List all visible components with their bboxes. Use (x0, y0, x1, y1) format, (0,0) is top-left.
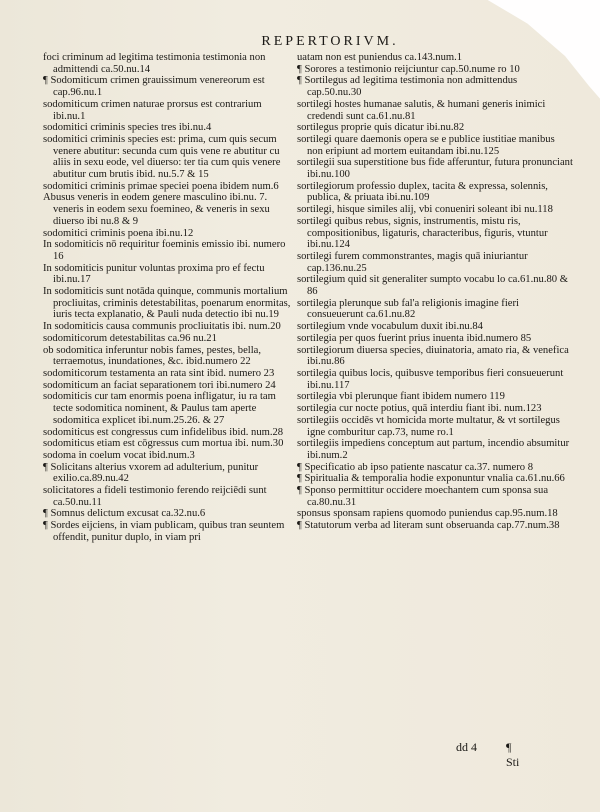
index-entry: sodoma in coelum vocat ibid.num.3 (43, 449, 195, 461)
index-entry: ¶ Solicitans alterius vxorem ad adulterium, punitur exilio.ca.89.nu.42 (43, 461, 259, 485)
index-entry: In sodomiticis sunt notāda quinque, communis mortalium procliuitas, criminis detestabilitas, poenarum enormitas, iuris tecta explanatio, & Pauli nuda detectio ibi nu.19 (43, 286, 291, 321)
index-entry: ¶ Sortilegus ad legitima testimonia non admittendus cap.50.nu.30 (297, 75, 518, 99)
index-entry: uatam non est puniendus ca.143.num.1 (297, 52, 463, 63)
index-entry: ¶ Sponso permittitur occidere moechantem cum sponsa sua ca.80.nu.31 (297, 485, 549, 508)
index-entry: sortilegia vbi plerunque fiant ibidem numero 119 (297, 391, 505, 403)
catchword: ¶ Sti (506, 740, 520, 769)
signature-mark: dd 4 (456, 740, 477, 754)
index-entry: sortilegia quibus locis, quibusve temporibus fieri consueuerunt ibi.nu.117 (297, 367, 564, 391)
index-entry: sortilegium quid sit generaliter sumpto vocabu lo ca.61.nu.80 & 86 (297, 274, 568, 298)
index-entry: sortilegi quibus rebus, signis, instrumentis, mistu ris, compositionibus, ligaturis, characteribus, figuris, vtuntur ibi.nu.124 (297, 215, 548, 251)
index-entry: sodomitici criminis primae speciei poena ibidem num.6 (43, 180, 279, 192)
index-entry: sodomiticorum detestabilitas ca.96 nu.21 (43, 332, 217, 344)
index-entry: sortilegiis occidēs vt homicida morte multatur, & vt sortilegus igne comburitur cap.73, nume ro.1 (297, 414, 560, 438)
index-entry: sortilegia cur nocte potius, quā interdiu fiant ibi. num.123 (297, 403, 542, 415)
index-entry: sortilegi furem commonstrantes, magis quā iniuriantur cap.136.nu.25 (297, 250, 528, 274)
left-column (43, 52, 295, 544)
index-entry: sortilegiorum professio duplex, tacita & expressa, solennis, publica, & priuata ibi.nu.109 (297, 180, 548, 204)
index-entry: ¶ Sodomiticum crimen grauissimum venereorum est cap.96.nu.1 (43, 75, 265, 99)
index-entry: Abusus veneris in eodem genere masculino ibi.nu. 7. veneris in eodem sexu foemineo, & veneris in sexu diuerso ibi nu.8 & 9 (43, 192, 270, 227)
index-entry: sortilegium vnde vocabulum duxit ibi.nu.84 (297, 321, 483, 333)
index-entry: sodomiticus est congressus cum infidelibus ibid. num.28 (43, 426, 284, 438)
index-entry: solicitatores a fideli testimonio ferendo reijciēdi sunt ca.50.nu.11 (43, 485, 267, 508)
index-entry: ¶ Sorores a testimonio reijciuntur cap.50.nume ro 10 (297, 63, 520, 75)
index-entry: sponsus sponsam rapiens quomodo puniendus cap.95.num.18 (297, 508, 558, 520)
index-entry: sortilegus proprie quis dicatur ibi.nu.82 (297, 122, 465, 134)
index-entry: sodomiticum an faciat separationem tori ibi.numero 24 (43, 379, 276, 391)
right-column (297, 52, 573, 532)
index-entry: sortilegi, hisque similes alij, vbi conueniri soleant ibi nu.118 (297, 204, 553, 216)
index-entry: sortilegia plerunque sub fal'a religionis imagine fieri consueuerunt ca.61.nu.82 (297, 297, 519, 321)
index-entry: foci criminum ad legitima testimonia testimonia non admittendi ca.50.nu.14 (43, 52, 266, 75)
index-entry: ¶ Spiritualia & temporalia hodie exponuntur vnalia ca.61.nu.66 (297, 473, 565, 485)
index-entry: ¶ Statutorum verba ad literam sunt obseruanda cap.77.num.38 (297, 520, 560, 532)
index-entry: sodomitici criminis poena ibi.nu.12 (43, 227, 194, 239)
index-entry: sortilegiis impediens conceptum aut partum, incendio absumitur ibi.num.2 (297, 438, 570, 461)
index-entry: sortilegi hostes humanae salutis, & humani generis inimici credendi sunt ca.61.nu.81 (297, 98, 546, 122)
page-title: REPERTORIVM. (261, 34, 399, 49)
index-entry: ¶ Somnus delictum excusat ca.32.nu.6 (43, 508, 206, 520)
index-entry: sortilegii sua superstitione bus fide afferuntur, futura pronunciant ibi.nu.100 (297, 157, 573, 181)
index-entry: sortilegi quare daemonis opera se e publice iustitiae manibus non eripiunt ad mortem euitandam ibi.nu.125 (297, 133, 555, 157)
index-entry: sodomiticorum testamenta an rata sint ibid. numero 23 (43, 367, 275, 379)
index-entry: sodomitici criminis species est: prima, cum quis secum venere abutitur: secunda cum quis vene re abutitur cu aliis in sexu eode, vel diuerso: ter tia cum quis venere abutitur cum brutis ibid. nu.5.7 & 15 (43, 133, 281, 181)
index-entry: sodomiticum crimen naturae prorsus est contrarium ibi.nu.1 (43, 98, 262, 122)
index-entry: ¶ Sordes eijciens, in viam publicam, quibus tran seuntem offendit, punitur duplo, in viam pri (43, 520, 285, 543)
index-entry: ¶ Specificatio ab ipso patiente nascatur ca.37. numero 8 (297, 461, 534, 473)
index-entry: sortilegia per quos fuerint prius inuenta ibid.numero 85 (297, 332, 532, 344)
index-entry: In sodomiticis punitur voluntas proxima pro ef fectu ibi.nu.17 (43, 262, 265, 286)
index-entry: sodomiticus etiam est cōgressus cum mortua ibi. num.30 (43, 438, 284, 450)
index-entry: sortilegiorum diuersa species, diuinatoria, amato ria, & venefica ibi.nu.86 (297, 344, 569, 368)
index-entry: sodomiticis cur tam enormis poena infligatur, iu ra tam tecte sodomitica nominent, & Paulus tam aperte sodomitica explicet ibi.num.25.26. & 27 (43, 391, 276, 426)
index-entry: In sodomiticis causa communis procliuitatis ibi. num.20 (43, 321, 281, 333)
index-entry: In sodomiticis nō requiritur foeminis emissio ibi. numero 16 (43, 239, 286, 262)
index-entry: ob sodomitica inferuntur nobis fames, pestes, bella, terraemotus, inundationes, &c. ibid.numero 22 (43, 344, 262, 368)
index-entry: sodomitici criminis species tres ibi.nu.4 (43, 122, 212, 134)
